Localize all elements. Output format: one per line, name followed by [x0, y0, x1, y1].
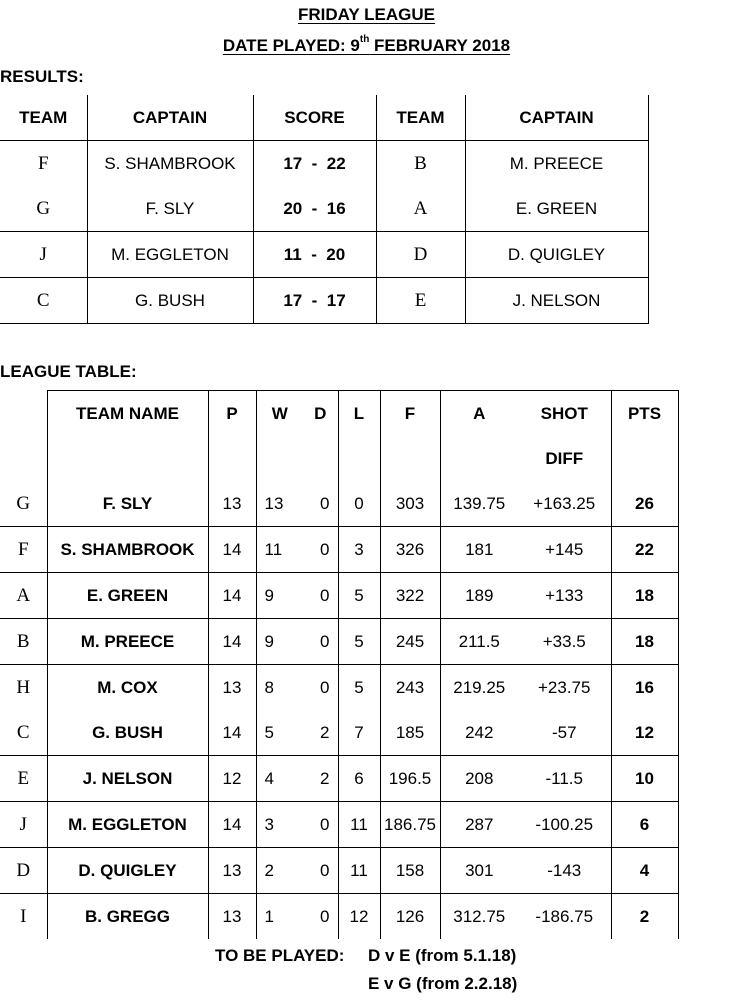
lost: 5: [338, 665, 380, 711]
team-name: M. EGGLETON: [47, 802, 208, 848]
lost: 3: [338, 527, 380, 573]
shots-against: 211.5: [440, 619, 518, 665]
league-header-for: F: [380, 391, 440, 437]
league-row: [0, 573, 678, 619]
played: 14: [208, 573, 256, 619]
shots-against: 208: [440, 756, 518, 802]
home-captain: M. EGGLETON: [87, 232, 253, 278]
points: 4: [611, 848, 678, 894]
league-header-won: W: [256, 391, 303, 437]
league-row: [0, 756, 678, 802]
results-header-team: TEAM: [0, 95, 87, 141]
points: 12: [611, 710, 678, 756]
league-table: [0, 390, 679, 939]
shots-for: 243: [380, 665, 440, 711]
away-team: A: [376, 186, 465, 232]
letter-header: [0, 391, 47, 437]
lost: 12: [338, 894, 380, 940]
played: 13: [208, 665, 256, 711]
team-name: F. SLY: [47, 481, 208, 527]
fixture-2: E v G (from 2.2.18): [368, 974, 518, 993]
away-team: B: [376, 141, 465, 187]
won: 5: [256, 710, 303, 756]
shots-for: 158: [380, 848, 440, 894]
home-captain: F. SLY: [87, 186, 253, 232]
score: 17 - 22: [253, 141, 376, 187]
score: 17 - 17: [253, 278, 376, 324]
shots-for: 196.5: [380, 756, 440, 802]
league-row: [0, 527, 678, 573]
results-row: [0, 186, 648, 232]
league-header-diff: DIFF: [518, 436, 611, 481]
team-letter: C: [0, 710, 47, 756]
won: 9: [256, 619, 303, 665]
shots-against: 181: [440, 527, 518, 573]
home-team: J: [0, 232, 87, 278]
drawn: 0: [303, 527, 338, 573]
home-captain: G. BUSH: [87, 278, 253, 324]
home-team: G: [0, 186, 87, 232]
shots-against: 312.75: [440, 894, 518, 940]
team-letter: B: [0, 619, 47, 665]
league-row: [0, 619, 678, 665]
drawn: 0: [303, 802, 338, 848]
shots-against: 219.25: [440, 665, 518, 711]
home-captain: S. SHAMBROOK: [87, 141, 253, 187]
results-header-team: TEAM: [376, 95, 465, 141]
date-suffix-ordinal: th: [359, 34, 370, 46]
away-captain: M. PREECE: [465, 141, 648, 187]
won: 13: [256, 481, 303, 527]
points: 18: [611, 619, 678, 665]
shot-diff: -57: [518, 710, 611, 756]
played: 12: [208, 756, 256, 802]
league-row: [0, 710, 678, 756]
team-name: D. QUIGLEY: [47, 848, 208, 894]
lost: 7: [338, 710, 380, 756]
league-header-drawn: D: [303, 391, 338, 437]
shot-diff: +163.25: [518, 481, 611, 527]
drawn: 2: [303, 710, 338, 756]
shot-diff: -143: [518, 848, 611, 894]
team-name: B. GREGG: [47, 894, 208, 940]
away-team: D: [376, 232, 465, 278]
shots-for: 322: [380, 573, 440, 619]
league-header-row: [0, 391, 678, 437]
league-row: [0, 848, 678, 894]
shots-for: 326: [380, 527, 440, 573]
lost: 0: [338, 481, 380, 527]
team-name: G. BUSH: [47, 710, 208, 756]
drawn: 0: [303, 848, 338, 894]
shot-diff: +133: [518, 573, 611, 619]
points: 2: [611, 894, 678, 940]
points: 10: [611, 756, 678, 802]
won: 4: [256, 756, 303, 802]
shots-for: 126: [380, 894, 440, 940]
team-name: M. COX: [47, 665, 208, 711]
team-letter: G: [0, 481, 47, 527]
points: 18: [611, 573, 678, 619]
league-header-points: PTS: [611, 391, 678, 437]
played: 13: [208, 481, 256, 527]
results-table: [0, 95, 649, 324]
home-team: F: [0, 141, 87, 187]
drawn: 2: [303, 756, 338, 802]
drawn: 0: [303, 573, 338, 619]
results-row: [0, 141, 648, 187]
shots-for: 303: [380, 481, 440, 527]
score: 11 - 20: [253, 232, 376, 278]
team-letter: D: [0, 848, 47, 894]
played: 14: [208, 802, 256, 848]
league-row: [0, 802, 678, 848]
lost: 5: [338, 619, 380, 665]
team-letter: I: [0, 894, 47, 940]
team-letter: H: [0, 665, 47, 711]
won: 3: [256, 802, 303, 848]
won: 11: [256, 527, 303, 573]
played: 14: [208, 527, 256, 573]
team-name: S. SHAMBROOK: [47, 527, 208, 573]
points: 26: [611, 481, 678, 527]
league-row: [0, 481, 678, 527]
shots-against: 189: [440, 573, 518, 619]
results-header-captain: CAPTAIN: [465, 95, 648, 141]
shots-for: 185: [380, 710, 440, 756]
league-header-team-name: TEAM NAME: [47, 391, 208, 437]
league-header-lost: L: [338, 391, 380, 437]
drawn: 0: [303, 619, 338, 665]
away-team: E: [376, 278, 465, 324]
lost: 11: [338, 848, 380, 894]
results-header-score: SCORE: [253, 95, 376, 141]
points: 22: [611, 527, 678, 573]
won: 8: [256, 665, 303, 711]
shots-for: 245: [380, 619, 440, 665]
results-header-row: [0, 95, 648, 141]
played: 13: [208, 848, 256, 894]
results-row: [0, 278, 648, 324]
date-prefix: DATE PLAYED: 9: [222, 36, 360, 55]
league-table-label: LEAGUE TABLE:: [0, 362, 137, 381]
league-row: [0, 894, 678, 940]
team-name: M. PREECE: [47, 619, 208, 665]
shot-diff: -186.75: [518, 894, 611, 940]
date-played: [0, 36, 733, 56]
played: 14: [208, 710, 256, 756]
shots-against: 301: [440, 848, 518, 894]
played: 14: [208, 619, 256, 665]
shot-diff: +33.5: [518, 619, 611, 665]
points: 6: [611, 802, 678, 848]
drawn: 0: [303, 894, 338, 940]
results-label: RESULTS:: [0, 67, 84, 86]
shot-diff: +23.75: [518, 665, 611, 711]
points: 16: [611, 665, 678, 711]
shot-diff: -11.5: [518, 756, 611, 802]
shots-against: 139.75: [440, 481, 518, 527]
to-be-played-label: TO BE PLAYED:: [215, 946, 345, 965]
lost: 6: [338, 756, 380, 802]
drawn: 0: [303, 481, 338, 527]
date-suffix: FEBRUARY 2018: [369, 36, 511, 55]
away-captain: E. GREEN: [465, 186, 648, 232]
won: 1: [256, 894, 303, 940]
page-title: FRIDAY LEAGUE: [298, 5, 435, 24]
played: 13: [208, 894, 256, 940]
team-name: J. NELSON: [47, 756, 208, 802]
lost: 5: [338, 573, 380, 619]
team-name: E. GREEN: [47, 573, 208, 619]
team-letter: J: [0, 802, 47, 848]
shots-against: 242: [440, 710, 518, 756]
shots-for: 186.75: [380, 802, 440, 848]
lost: 11: [338, 802, 380, 848]
home-team: C: [0, 278, 87, 324]
away-captain: J. NELSON: [465, 278, 648, 324]
results-header-captain: CAPTAIN: [87, 95, 253, 141]
shot-diff: -100.25: [518, 802, 611, 848]
league-header-played: P: [208, 391, 256, 437]
league-row: [0, 665, 678, 711]
league-header-against: A: [440, 391, 518, 437]
drawn: 0: [303, 665, 338, 711]
team-letter: F: [0, 527, 47, 573]
league-header-shot: SHOT: [518, 391, 611, 437]
fixture-1: D v E (from 5.1.18): [368, 946, 517, 965]
won: 2: [256, 848, 303, 894]
team-letter: E: [0, 756, 47, 802]
won: 9: [256, 573, 303, 619]
shot-diff: +145: [518, 527, 611, 573]
team-letter: A: [0, 573, 47, 619]
score: 20 - 16: [253, 186, 376, 232]
shots-against: 287: [440, 802, 518, 848]
away-captain: D. QUIGLEY: [465, 232, 648, 278]
results-row: [0, 232, 648, 278]
league-header-row-2: [0, 436, 678, 481]
